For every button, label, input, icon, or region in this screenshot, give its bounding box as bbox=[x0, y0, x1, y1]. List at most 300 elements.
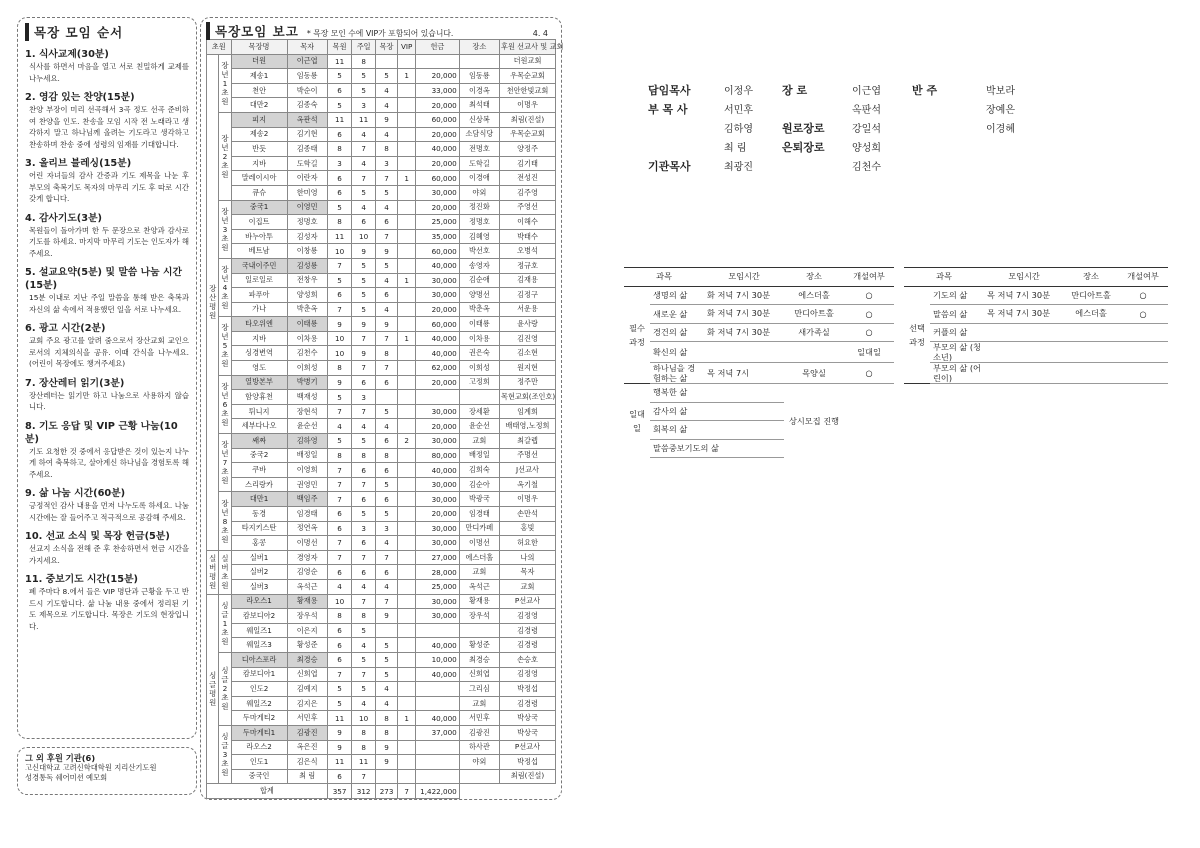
meadow-label: 싱글3초원 bbox=[219, 725, 231, 783]
sunday-count: 4 bbox=[352, 696, 375, 711]
course-time: 화 저녁 7시 30분 bbox=[704, 305, 784, 324]
offering: 40,000 bbox=[416, 258, 460, 273]
meadow-label: 장년2초원 bbox=[219, 112, 231, 200]
meeting-count: 8 bbox=[375, 711, 397, 726]
report-row bbox=[207, 565, 556, 580]
meeting-count: 3 bbox=[375, 521, 397, 536]
vip-count bbox=[398, 229, 416, 244]
vip-count bbox=[398, 550, 416, 565]
member-count: 6 bbox=[327, 769, 352, 784]
sunday-count: 5 bbox=[352, 273, 375, 288]
group-name: 실버2 bbox=[231, 565, 287, 580]
sponsor-mission: J선교사 bbox=[500, 463, 556, 478]
place: 황재용 bbox=[459, 594, 499, 609]
report-row bbox=[207, 667, 556, 682]
place: 황성준 bbox=[459, 638, 499, 653]
offering bbox=[416, 755, 460, 770]
staff-title: 은퇴장로 bbox=[782, 140, 825, 154]
vip-count bbox=[398, 565, 416, 580]
leader-name: 황재용 bbox=[287, 594, 327, 609]
meeting-count: 8 bbox=[375, 725, 397, 740]
leader-name: 이영희 bbox=[287, 463, 327, 478]
report-row bbox=[207, 696, 556, 711]
course-place: 에스더홀 bbox=[784, 286, 844, 305]
order-step-heading: 9. 삶 나눔 시간(60분) bbox=[25, 488, 126, 499]
course-open bbox=[1118, 323, 1168, 342]
member-count: 7 bbox=[327, 492, 352, 507]
group-name: 동경 bbox=[231, 507, 287, 522]
offering: 30,000 bbox=[416, 536, 460, 551]
group-name: 말레이시아 bbox=[231, 171, 287, 186]
vip-count bbox=[398, 185, 416, 200]
report-row bbox=[207, 112, 556, 127]
sponsor-mission: 박정섭 bbox=[500, 682, 556, 697]
member-count: 8 bbox=[327, 609, 352, 624]
course-time: 목 저녁 7시 30분 bbox=[984, 305, 1064, 324]
sunday-count: 3 bbox=[352, 521, 375, 536]
offering bbox=[416, 54, 460, 69]
leader-name: 권영민 bbox=[287, 477, 327, 492]
member-count: 5 bbox=[327, 682, 352, 697]
place: 에스더홀 bbox=[459, 550, 499, 565]
group-name: 바누아투 bbox=[231, 229, 287, 244]
order-step bbox=[25, 530, 189, 566]
vip-count bbox=[398, 448, 416, 463]
sponsor-mission: 서운용 bbox=[500, 302, 556, 317]
order-step-body: 15분 이내로 지난 주일 말씀을 통해 받은 축복과 자신의 삶 속에서 적용했던 일을 서로 나누세요. bbox=[29, 293, 189, 314]
meeting-count: 9 bbox=[375, 755, 397, 770]
order-title: 목장 모임 순서 bbox=[25, 23, 189, 41]
offering: 20,000 bbox=[416, 507, 460, 522]
leader-name: 김광진 bbox=[287, 725, 327, 740]
member-count: 7 bbox=[327, 667, 352, 682]
sponsor-mission: 박상국 bbox=[500, 725, 556, 740]
member-count: 6 bbox=[327, 638, 352, 653]
report-row bbox=[207, 550, 556, 565]
meeting-count: 9 bbox=[375, 112, 397, 127]
sunday-count: 9 bbox=[352, 317, 375, 332]
leader-name: 김하영 bbox=[287, 434, 327, 449]
vip-count bbox=[398, 156, 416, 171]
course-place: 만디아트홀 bbox=[784, 305, 844, 324]
meeting-count: 6 bbox=[375, 492, 397, 507]
place: 서민후 bbox=[459, 711, 499, 726]
offering: 30,000 bbox=[416, 288, 460, 303]
sponsor-mission: 주명선 bbox=[500, 448, 556, 463]
staff-name: 장예은 bbox=[986, 105, 1015, 116]
course-place: 목양실 bbox=[784, 363, 844, 384]
report-row bbox=[207, 594, 556, 609]
course-time bbox=[984, 363, 1064, 384]
order-step-body: 식사를 하면서 마음을 열고 서로 친밀하게 교제를 나누세요. bbox=[29, 62, 189, 83]
leader-name: 한미영 bbox=[287, 185, 327, 200]
leader-name: 황성준 bbox=[287, 638, 327, 653]
sunday-count: 5 bbox=[352, 682, 375, 697]
course-name: 말씀의 삶 bbox=[930, 305, 984, 324]
offering: 20,000 bbox=[416, 419, 460, 434]
sunday-count: 4 bbox=[352, 156, 375, 171]
member-count: 11 bbox=[327, 755, 352, 770]
report-row bbox=[207, 98, 556, 113]
staff-name: 박보라 bbox=[986, 86, 1015, 97]
report-row bbox=[207, 288, 556, 303]
member-count: 6 bbox=[327, 127, 352, 142]
course-open: 일대일 bbox=[844, 342, 894, 363]
leader-name: 정명호 bbox=[287, 215, 327, 230]
offering bbox=[416, 696, 460, 711]
meeting-count: 9 bbox=[375, 609, 397, 624]
member-count: 6 bbox=[327, 623, 352, 638]
sponsor-mission: 김정영 bbox=[500, 667, 556, 682]
meeting-count: 4 bbox=[375, 83, 397, 98]
member-count: 6 bbox=[327, 652, 352, 667]
category-label: 선택과정 bbox=[904, 286, 930, 384]
leader-name: 옥판석 bbox=[287, 112, 327, 127]
member-count: 11 bbox=[327, 54, 352, 69]
group-name: 싱경변역 bbox=[231, 346, 287, 361]
course-name: 회복의 삶 bbox=[650, 421, 784, 440]
offering: 30,000 bbox=[416, 185, 460, 200]
place: 이희성 bbox=[459, 361, 499, 376]
meadow-label: 싱글2초원 bbox=[219, 652, 231, 725]
sunday-count: 7 bbox=[352, 667, 375, 682]
place: 정진화 bbox=[459, 200, 499, 215]
leader-name: 김종숙 bbox=[287, 98, 327, 113]
place: 이경옥 bbox=[459, 83, 499, 98]
meeting-count: 6 bbox=[375, 288, 397, 303]
total-meeting: 273 bbox=[375, 784, 397, 799]
leader-name: 경영자 bbox=[287, 550, 327, 565]
report-row bbox=[207, 769, 556, 784]
report-row bbox=[207, 755, 556, 770]
sunday-count: 7 bbox=[352, 477, 375, 492]
offering: 30,000 bbox=[416, 404, 460, 419]
member-count: 9 bbox=[327, 725, 352, 740]
leader-name: 장우석 bbox=[287, 609, 327, 624]
member-count: 7 bbox=[327, 404, 352, 419]
order-step-body: 선교지 소식을 전해 준 후 찬송하면서 헌금 시간을 가지세요. bbox=[29, 544, 189, 565]
meadow-label: 장년4초원 bbox=[219, 258, 231, 316]
sponsor-mission: 임계희 bbox=[500, 404, 556, 419]
report-row bbox=[207, 652, 556, 667]
member-count: 4 bbox=[327, 579, 352, 594]
member-count: 6 bbox=[327, 507, 352, 522]
leader-name: 김천수 bbox=[287, 346, 327, 361]
member-count: 9 bbox=[327, 317, 352, 332]
leader-name: 김성자 bbox=[287, 229, 327, 244]
leader-name: 양성희 bbox=[287, 288, 327, 303]
group-name: 가나 bbox=[231, 302, 287, 317]
sunday-count: 4 bbox=[352, 127, 375, 142]
place: 최석태 bbox=[459, 98, 499, 113]
place: 고정희 bbox=[459, 375, 499, 390]
group-name: 웨일즈2 bbox=[231, 696, 287, 711]
member-count: 11 bbox=[327, 112, 352, 127]
order-step bbox=[25, 157, 189, 205]
report-date: 4. 4 bbox=[532, 29, 548, 38]
report-row bbox=[207, 83, 556, 98]
member-count: 8 bbox=[327, 448, 352, 463]
offering: 25,000 bbox=[416, 579, 460, 594]
order-step-heading: 11. 중보기도 시간(15분) bbox=[25, 574, 139, 585]
meeting-count bbox=[375, 623, 397, 638]
leader-name: 김은식 bbox=[287, 755, 327, 770]
vip-count bbox=[398, 361, 416, 376]
course-name: 기도의 삶 bbox=[930, 286, 984, 305]
order-step-heading: 3. 올리브 블레싱(15분) bbox=[25, 158, 132, 169]
vip-count bbox=[398, 725, 416, 740]
place: 배정일 bbox=[459, 448, 499, 463]
report-row bbox=[207, 229, 556, 244]
group-name: 중국1 bbox=[231, 200, 287, 215]
offering: 60,000 bbox=[416, 244, 460, 259]
meadow-label: 실버초원 bbox=[219, 550, 231, 594]
meeting-count: 4 bbox=[375, 273, 397, 288]
staff-name: 김하영 bbox=[724, 124, 753, 135]
offering: 30,000 bbox=[416, 594, 460, 609]
vip-count bbox=[398, 112, 416, 127]
member-count: 7 bbox=[327, 550, 352, 565]
place: 김순애 bbox=[459, 273, 499, 288]
course-header: 장소 bbox=[784, 268, 844, 287]
vip-count bbox=[398, 740, 416, 755]
sunday-count: 4 bbox=[352, 579, 375, 594]
vip-count bbox=[398, 419, 416, 434]
member-count: 7 bbox=[327, 302, 352, 317]
group-name: 중국2 bbox=[231, 448, 287, 463]
report-row bbox=[207, 390, 556, 405]
meeting-count: 9 bbox=[375, 317, 397, 332]
member-count: 6 bbox=[327, 185, 352, 200]
sponsor-mission: 김경령 bbox=[500, 623, 556, 638]
offering bbox=[416, 390, 460, 405]
sunday-count: 5 bbox=[352, 69, 375, 84]
course-table-wrap bbox=[624, 267, 1168, 458]
report-row bbox=[207, 536, 556, 551]
course-open bbox=[1118, 342, 1168, 363]
place: 임동룡 bbox=[459, 69, 499, 84]
place: 하사관 bbox=[459, 740, 499, 755]
leader-name: 옥은진 bbox=[287, 740, 327, 755]
col-header: 장소 bbox=[459, 40, 499, 55]
order-step-body: 교회 주요 광고를 알려 줌으로서 장산교회 교인으로서의 지체의식을 공유. 이때 간식을 나누세요.(어린이 목장에도 챙겨주세요) bbox=[29, 336, 189, 368]
staff-row bbox=[648, 137, 1068, 156]
group-name: 대만1 bbox=[231, 492, 287, 507]
course-time: 목 저녁 7시 bbox=[704, 363, 784, 384]
col-header: 목장명 bbox=[231, 40, 287, 55]
report-row bbox=[207, 477, 556, 492]
sponsor-mission: 원지현 bbox=[500, 361, 556, 376]
course-row bbox=[624, 342, 1168, 363]
report-row bbox=[207, 258, 556, 273]
offering: 30,000 bbox=[416, 273, 460, 288]
group-name: 반듯 bbox=[231, 142, 287, 157]
place: 야외 bbox=[459, 755, 499, 770]
course-open: ○ bbox=[844, 363, 894, 384]
sponsor-box bbox=[17, 747, 197, 795]
leader-name: 박병기 bbox=[287, 375, 327, 390]
group-name: 실버1 bbox=[231, 550, 287, 565]
total-offering: 1,422,000 bbox=[416, 784, 460, 799]
report-row bbox=[207, 682, 556, 697]
staff-row bbox=[648, 156, 1068, 175]
group-name: 일로일로 bbox=[231, 273, 287, 288]
vip-count: 1 bbox=[398, 273, 416, 288]
col-header: VIP bbox=[398, 40, 416, 55]
group-name: 웨일즈1 bbox=[231, 623, 287, 638]
place: 옥석근 bbox=[459, 579, 499, 594]
sponsor-mission: 주영선 bbox=[500, 200, 556, 215]
offering: 20,000 bbox=[416, 127, 460, 142]
sunday-count: 8 bbox=[352, 54, 375, 69]
course-place: 새가족실 bbox=[784, 323, 844, 342]
place: 최경승 bbox=[459, 652, 499, 667]
offering bbox=[416, 682, 460, 697]
meeting-count: 5 bbox=[375, 667, 397, 682]
order-step bbox=[25, 487, 189, 523]
offering bbox=[416, 623, 460, 638]
report-row bbox=[207, 609, 556, 624]
sponsor-mission: 김정영 bbox=[500, 609, 556, 624]
offering: 20,000 bbox=[416, 302, 460, 317]
meeting-count bbox=[375, 54, 397, 69]
place: 양명선 bbox=[459, 288, 499, 303]
member-count: 5 bbox=[327, 390, 352, 405]
sunday-count: 5 bbox=[352, 288, 375, 303]
course-time bbox=[704, 342, 784, 363]
vip-count bbox=[398, 258, 416, 273]
member-count: 6 bbox=[327, 83, 352, 98]
meadow-label: 장년6초원 bbox=[219, 375, 231, 433]
group-name: 열방본부 bbox=[231, 375, 287, 390]
member-count: 7 bbox=[327, 463, 352, 478]
vip-count bbox=[398, 375, 416, 390]
member-count: 7 bbox=[327, 258, 352, 273]
staff-row bbox=[648, 99, 1068, 118]
meadow-label: 장년8초원 bbox=[219, 492, 231, 550]
order-step bbox=[25, 266, 189, 315]
leader-name: 장현석 bbox=[287, 404, 327, 419]
place: 김순아 bbox=[459, 477, 499, 492]
place: 박광국 bbox=[459, 492, 499, 507]
leader-name: 이차용 bbox=[287, 331, 327, 346]
group-name: 천안 bbox=[231, 83, 287, 98]
leader-name: 임경태 bbox=[287, 507, 327, 522]
vip-count bbox=[398, 54, 416, 69]
offering: 30,000 bbox=[416, 521, 460, 536]
group-name: 두마게티1 bbox=[231, 725, 287, 740]
meeting-count: 9 bbox=[375, 244, 397, 259]
course-time bbox=[984, 342, 1064, 363]
sunday-count: 10 bbox=[352, 229, 375, 244]
sunday-count: 7 bbox=[352, 331, 375, 346]
order-step bbox=[25, 377, 189, 413]
group-name: 타지키스탄 bbox=[231, 521, 287, 536]
report-row bbox=[207, 434, 556, 449]
sponsor-mission: 목자 bbox=[500, 565, 556, 580]
leader-name: 백재성 bbox=[287, 390, 327, 405]
vip-count bbox=[398, 623, 416, 638]
staff-title: 담임목사 bbox=[648, 83, 691, 97]
report-row bbox=[207, 215, 556, 230]
course-body bbox=[624, 286, 1168, 458]
meadow-label: 장년5초원 bbox=[219, 317, 231, 375]
sponsor-mission: 오병석 bbox=[500, 244, 556, 259]
order-step-heading: 5. 설교요약(5분) 및 말씀 나눔 시간(15분) bbox=[25, 267, 182, 291]
member-count: 5 bbox=[327, 273, 352, 288]
vip-count bbox=[398, 492, 416, 507]
order-step bbox=[25, 322, 189, 370]
member-count: 10 bbox=[327, 331, 352, 346]
group-name: 베트남 bbox=[231, 244, 287, 259]
sponsor-mission: 정규호 bbox=[500, 258, 556, 273]
report-row bbox=[207, 448, 556, 463]
report-row bbox=[207, 69, 556, 84]
staff-name: 이정우 bbox=[724, 86, 753, 97]
meeting-count: 6 bbox=[375, 434, 397, 449]
category-label: 일대일 bbox=[629, 408, 645, 433]
vip-count bbox=[398, 638, 416, 653]
col-header: 목자 bbox=[287, 40, 327, 55]
sponsor-line-2: 성경통독 쉐어미션 예모회 bbox=[25, 773, 108, 782]
leader-name: 김지은 bbox=[287, 696, 327, 711]
order-step-body: 폐 주마다 8.에서 들은 VIP 명단과 근황을 두고 반드시 기도합니다. 삶 나눔 내용 중에서 정리된 기도 제목으로 기도합니다. 목장은 기도의 현장입니다. bbox=[29, 587, 189, 631]
sunday-count: 8 bbox=[352, 725, 375, 740]
course-name: 하나님을 경험하는 삶 bbox=[650, 363, 704, 384]
sponsor-mission: 정주만 bbox=[500, 375, 556, 390]
total-members: 357 bbox=[327, 784, 352, 799]
offering: 20,000 bbox=[416, 200, 460, 215]
report-row bbox=[207, 521, 556, 536]
sunday-count: 10 bbox=[352, 711, 375, 726]
vip-count bbox=[398, 302, 416, 317]
member-count: 6 bbox=[327, 288, 352, 303]
leader-name: 전창우 bbox=[287, 273, 327, 288]
meeting-count: 5 bbox=[375, 258, 397, 273]
offering: 27,000 bbox=[416, 550, 460, 565]
course-name: 행복한 삶 bbox=[650, 384, 784, 403]
group-name: 파푸아 bbox=[231, 288, 287, 303]
meeting-count: 8 bbox=[375, 346, 397, 361]
course-header: 모임시간 bbox=[984, 268, 1064, 287]
place: 임경태 bbox=[459, 507, 499, 522]
group-name: 쿠바 bbox=[231, 463, 287, 478]
place: 정명호 bbox=[459, 215, 499, 230]
staff-name: 김천수 bbox=[852, 162, 881, 173]
meeting-count: 8 bbox=[375, 448, 397, 463]
course-name: 커플의 삶 bbox=[930, 323, 984, 342]
sunday-count: 4 bbox=[352, 638, 375, 653]
leader-name: 백임주 bbox=[287, 492, 327, 507]
place bbox=[459, 390, 499, 405]
group-name: 중국인 bbox=[231, 769, 287, 784]
vip-count bbox=[398, 507, 416, 522]
report-row bbox=[207, 156, 556, 171]
offering: 40,000 bbox=[416, 331, 460, 346]
sponsor-mission: 손승호 bbox=[500, 652, 556, 667]
course-place bbox=[1064, 363, 1118, 384]
place: 박선호 bbox=[459, 244, 499, 259]
order-step-heading: 10. 선교 소식 및 목장 헌금(5분) bbox=[25, 531, 170, 542]
vip-count bbox=[398, 536, 416, 551]
course-open: ○ bbox=[844, 323, 894, 342]
offering: 30,000 bbox=[416, 492, 460, 507]
sunday-count: 6 bbox=[352, 375, 375, 390]
report-row bbox=[207, 463, 556, 478]
daily-note: 상시모집 진행 bbox=[788, 415, 840, 426]
course-time: 화 저녁 7시 30분 bbox=[704, 323, 784, 342]
sunday-count: 9 bbox=[352, 244, 375, 259]
